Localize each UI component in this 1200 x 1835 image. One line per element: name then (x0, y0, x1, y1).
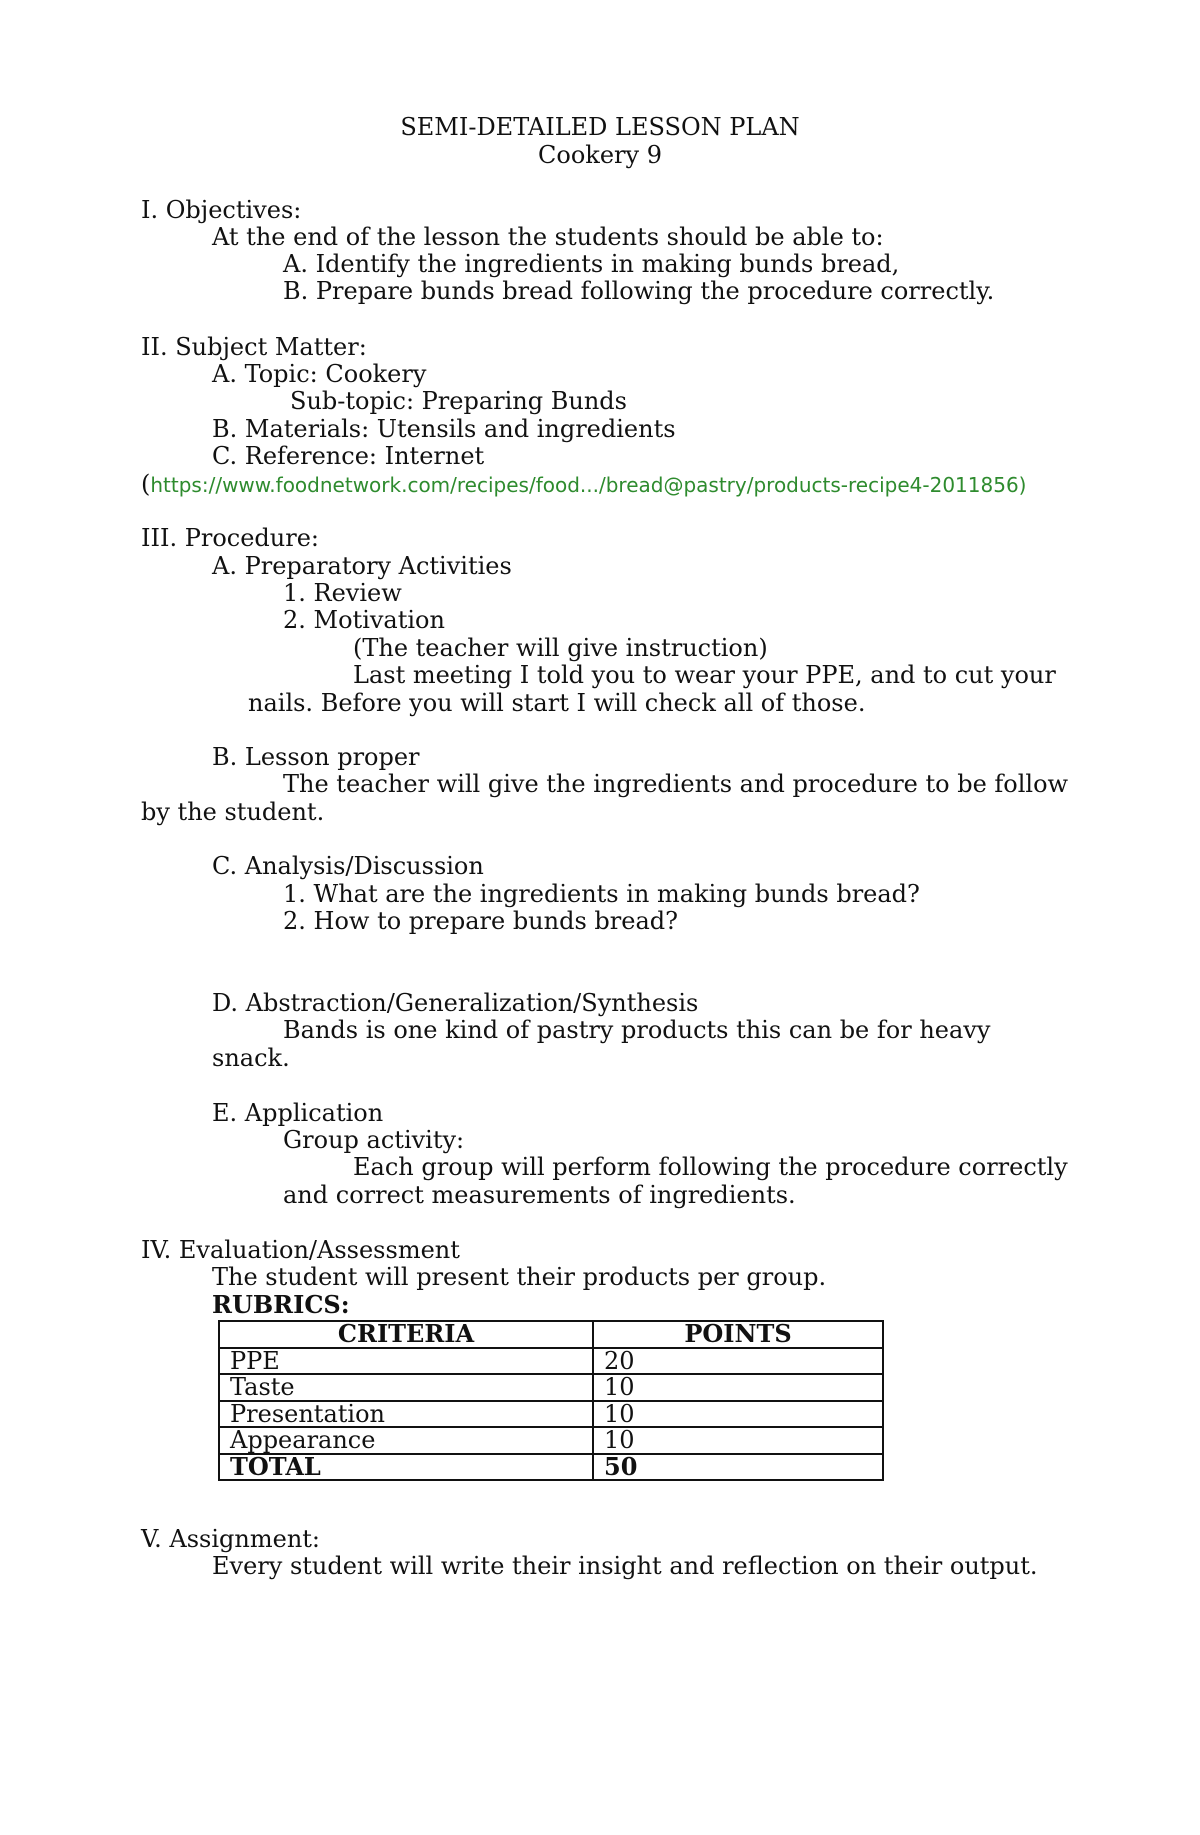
rubrics-label: RUBRICS: (212, 1290, 350, 1319)
subject-reference: C. Reference: Internet (212, 442, 485, 470)
preparatory-heading: A. Preparatory Activities (212, 552, 512, 580)
criteria-column-header: CRITERIA (219, 1321, 593, 1348)
objective-item: A. Identify the ingredients in making bunds bread, (283, 250, 900, 278)
table-row (219, 1401, 883, 1428)
table-row (219, 1374, 883, 1401)
abstraction-text-line2: snack. (212, 1044, 290, 1072)
motivation-text-line2: nails. Before you will start I will check all of those. (248, 689, 866, 717)
preparatory-review: 1. Review (283, 579, 402, 607)
rubrics-table (218, 1320, 884, 1481)
document-title: SEMI-DETAILED LESSON PLAN (400, 113, 800, 141)
total-label-cell: TOTAL (219, 1454, 593, 1481)
objectives-intro: At the end of the lesson the students should be able to: (212, 223, 884, 251)
total-row (219, 1454, 883, 1481)
evaluation-heading: IV. Evaluation/Assessment (141, 1236, 460, 1264)
subject-matter-heading: II. Subject Matter: (141, 333, 367, 361)
analysis-heading: C. Analysis/Discussion (212, 852, 484, 880)
evaluation-text: The student will present their products per group. (212, 1263, 827, 1291)
lesson-proper-text-line2: by the student. (141, 798, 325, 826)
procedure-heading: III. Procedure: (141, 524, 319, 552)
subject-subtopic: Sub-topic: Preparing Bunds (290, 387, 627, 415)
subject-topic: A. Topic: Cookery (212, 360, 427, 388)
abstraction-text-line1: Bands is one kind of pastry products this can be for heavy (283, 1016, 991, 1044)
motivation-text-line1: Last meeting I told you to wear your PPE, and to cut your (353, 661, 1056, 689)
criteria-cell: PPE (219, 1348, 593, 1375)
criteria-cell: Appearance (219, 1427, 593, 1454)
criteria-cell: Presentation (219, 1401, 593, 1428)
lesson-proper-text-line1: The teacher will give the ingredients and procedure to be follow (283, 770, 1069, 798)
points-cell: 10 (593, 1374, 883, 1401)
points-cell: 20 (593, 1348, 883, 1375)
analysis-question: 2. How to prepare bunds bread? (283, 907, 678, 935)
assignment-text: Every student will write their insight and reflection on their output. (212, 1552, 1038, 1580)
lesson-proper-heading: B. Lesson proper (212, 743, 420, 771)
application-text-line1: Each group will perform following the procedure correctly (353, 1153, 1068, 1181)
motivation-instruction: (The teacher will give instruction) (353, 634, 768, 662)
total-points-cell: 50 (593, 1454, 883, 1481)
application-text-line2: and correct measurements of ingredients. (283, 1181, 796, 1209)
rubrics-header-row (219, 1321, 883, 1348)
objectives-heading: I. Objectives: (141, 196, 302, 224)
table-row (219, 1427, 883, 1454)
reference-url[interactable]: https://www.foodnetwork.com/recipes/food.../bread@pastry/products-recipe4-2011856) (150, 473, 1027, 497)
subject-materials: B. Materials: Utensils and ingredients (212, 415, 676, 443)
preparatory-motivation: 2. Motivation (283, 606, 445, 634)
document-subtitle: Cookery 9 (538, 141, 662, 169)
objective-item: B. Prepare bunds bread following the procedure correctly. (283, 277, 995, 305)
analysis-question: 1. What are the ingredients in making bunds bread? (283, 880, 920, 908)
points-cell: 10 (593, 1401, 883, 1428)
criteria-cell: Taste (219, 1374, 593, 1401)
assignment-heading: V. Assignment: (141, 1525, 321, 1553)
application-heading: E. Application (212, 1099, 384, 1127)
application-group: Group activity: (283, 1126, 465, 1154)
table-row (219, 1348, 883, 1375)
points-column-header: POINTS (593, 1321, 883, 1348)
abstraction-heading: D. Abstraction/Generalization/Synthesis (212, 989, 699, 1017)
url-open-paren: ( (141, 470, 151, 498)
reference-url-line (141, 471, 1026, 500)
points-cell: 10 (593, 1427, 883, 1454)
